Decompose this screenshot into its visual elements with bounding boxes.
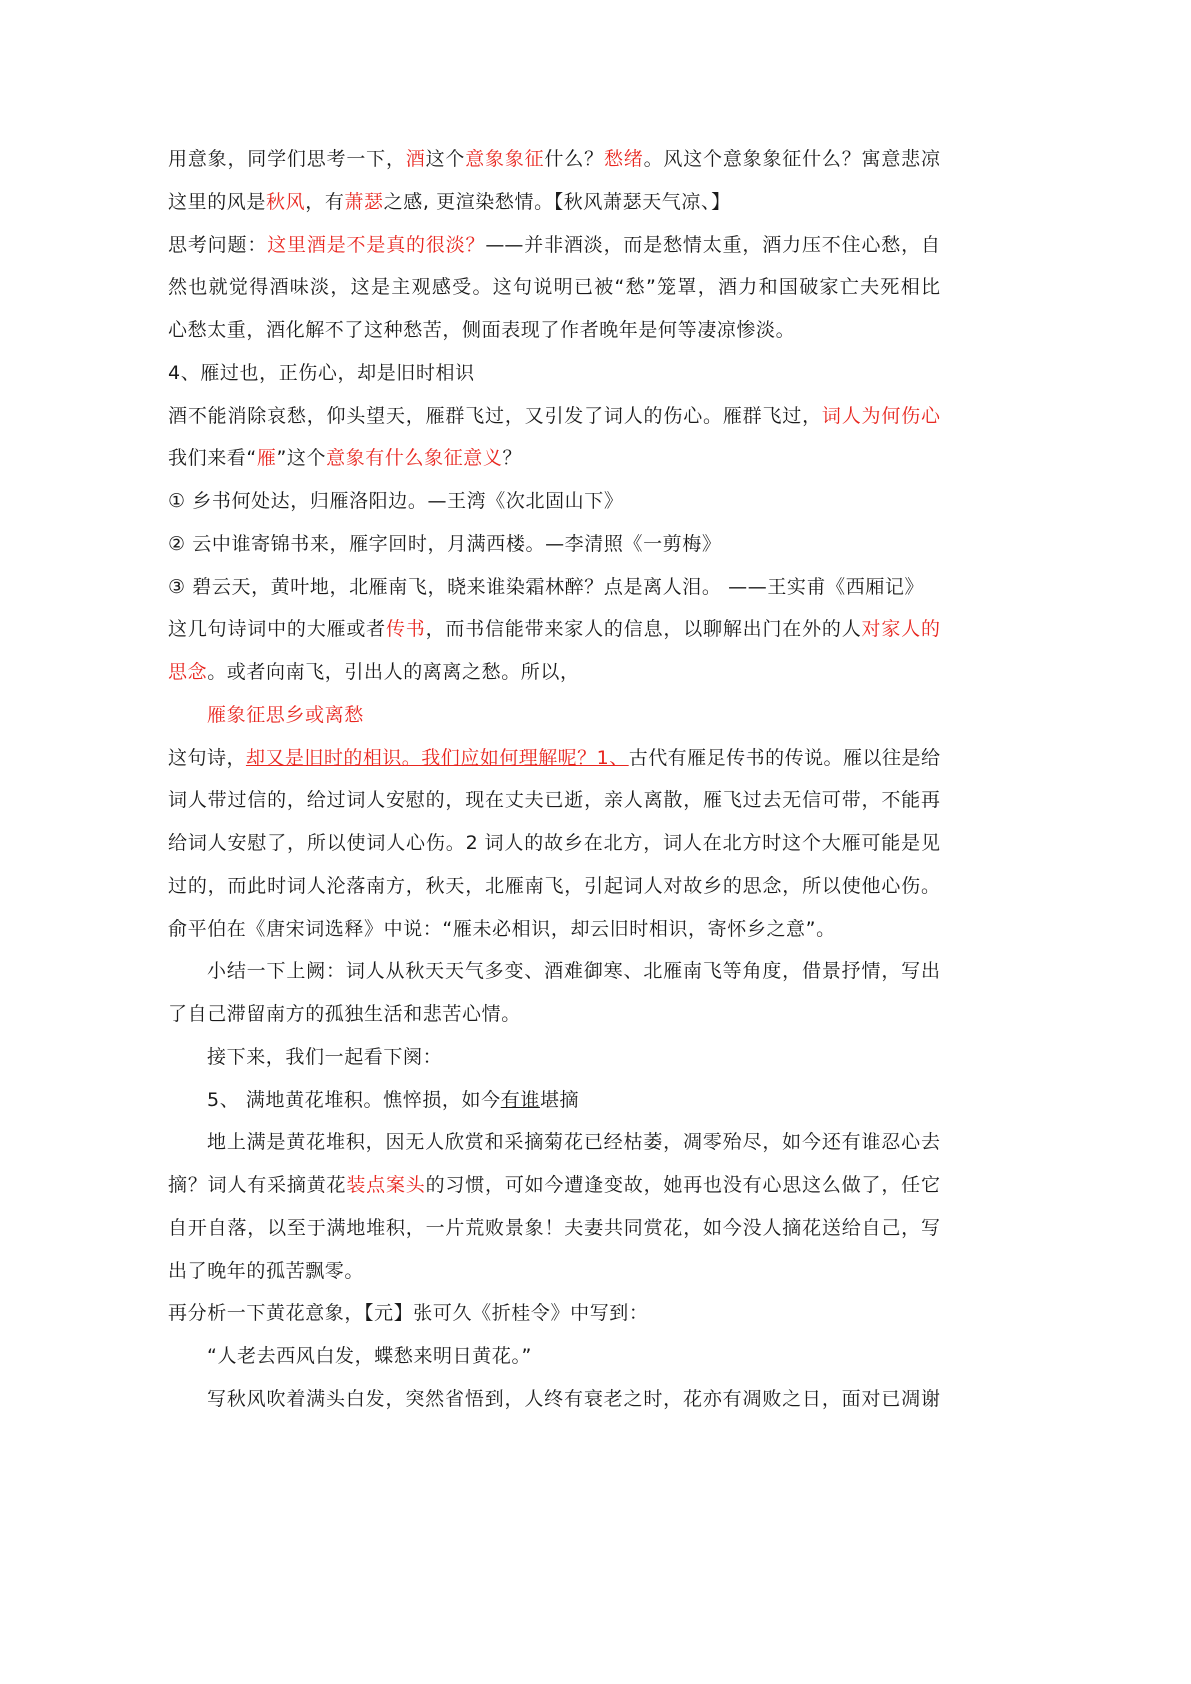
summary-line xyxy=(207,950,940,993)
body-text-line xyxy=(168,865,940,908)
body-text-line xyxy=(168,822,940,865)
text-run: 思考问题： xyxy=(168,234,268,256)
text-run: 的习惯，可如今遭逢变故，她再也没有心思这么做了，任它 xyxy=(425,1174,940,1196)
text-run: 这句诗， xyxy=(168,747,246,769)
highlighted-phrase: 却又是旧时的相识。我们应如何理解呢？1、 xyxy=(245,747,629,769)
text-run: 。或者向南飞，引出人的离离之愁。所以， xyxy=(207,661,580,683)
body-text-line xyxy=(168,437,940,480)
body-text-line xyxy=(168,737,940,780)
underlined-phrase: 有谁 xyxy=(500,1089,540,1111)
body-text-line xyxy=(168,309,940,352)
text-run: 小结一下上阙：词人从秋天天气多变、酒难御寒、北雁南飞等角度，借景抒情，写出 xyxy=(207,960,940,982)
text-run: 过的，而此时词人沦落南方，秋天，北雁南飞，引起词人对故乡的思念，所以使他心伤。 xyxy=(168,875,940,897)
text-run: 给词人安慰了，所以使词人心伤。2 词人的故乡在北方，词人在北方时这个大雁可能是见 xyxy=(168,832,940,854)
text-run: 5、 满地黄花堆积。憔悴损，如今 xyxy=(207,1089,501,1111)
text-run: ——并非酒淡，而是愁情太重，酒力压不住心愁，自 xyxy=(485,234,940,256)
text-run: 这个 xyxy=(425,148,466,170)
text-run: ，有 xyxy=(305,191,345,213)
section-heading xyxy=(168,352,940,395)
section-heading xyxy=(207,1079,940,1122)
body-text-line xyxy=(168,1250,940,1293)
text-run: 俞平伯在《唐宋词选释》中说：“雁未必相识，却云旧时相识，寄怀乡之意”。 xyxy=(168,918,836,940)
highlighted-phrase: 萧瑟 xyxy=(344,191,384,213)
quote-item xyxy=(207,1335,940,1378)
body-text-line xyxy=(207,1121,940,1164)
text-run: 写秋风吹着满头白发，突然省悟到，人终有衰老之时，花亦有凋败之日，面对已凋谢 xyxy=(207,1388,940,1410)
highlighted-phrase: 对家人的 xyxy=(861,618,940,640)
body-text-line xyxy=(168,395,940,438)
body-text-line xyxy=(168,608,940,651)
text-run: 用意象，同学们思考一下， xyxy=(168,148,406,170)
highlighted-phrase: 传书 xyxy=(385,618,426,640)
body-text-line xyxy=(168,1292,940,1335)
body-text-line xyxy=(168,1207,940,1250)
body-text-line xyxy=(168,138,940,181)
text-run: 心愁太重，酒化解不了这种愁苦，侧面表现了作者晚年是何等凄凉惨淡。 xyxy=(168,319,796,341)
text-run: 接下来，我们一起看下阕： xyxy=(207,1046,443,1068)
body-text-line xyxy=(168,181,940,224)
transition-line xyxy=(207,1036,940,1079)
text-run: 之感, 更渲染愁情。【秋风萧瑟天气凉、】 xyxy=(383,191,731,213)
text-run: ③ 碧云天，黄叶地，北雁南飞，晓来谁染霜林醉？点是离人泪。 ——王实甫《西厢记》 xyxy=(168,576,925,598)
highlighted-phrase: 这里酒是不是真的很淡？ xyxy=(267,234,486,256)
highlighted-phrase: 意象有什么象征意义 xyxy=(326,447,503,469)
text-run: ”这个 xyxy=(276,447,327,469)
body-text-line xyxy=(168,266,940,309)
highlighted-phrase: 雁 xyxy=(256,447,277,469)
key-point-line xyxy=(207,694,940,737)
highlighted-phrase: 雁象征思乡或离愁 xyxy=(207,704,364,726)
highlighted-phrase: 词人为何伤心 xyxy=(821,405,940,427)
text-run: 了自己滞留南方的孤独生活和悲苦心情。 xyxy=(168,1003,521,1025)
text-run: 我们来看“ xyxy=(168,447,257,469)
body-text-line xyxy=(207,1378,940,1421)
text-run: “人老去西风白发，蝶愁来明日黄花。” xyxy=(207,1345,532,1367)
text-run: ② 云中谁寄锦书来，雁字回时，月满西楼。—李清照《一剪梅》 xyxy=(168,533,722,555)
highlighted-phrase: 意象象征 xyxy=(465,148,545,170)
body-text-line xyxy=(168,779,940,822)
text-run: 4、雁过也，正伤心，却是旧时相识 xyxy=(168,362,475,384)
text-run: 词人带过信的，给过词人安慰的，现在丈夫已逝，亲人离散，雁飞过去无信可带，不能再 xyxy=(168,789,940,811)
text-run: 摘？词人有采摘黄花 xyxy=(168,1174,347,1196)
quote-item xyxy=(168,566,940,609)
text-run: 然也就觉得酒味淡，这是主观感受。这句说明已被“愁”笼罩，酒力和国破家亡夫死相比 xyxy=(168,276,940,298)
body-text-line xyxy=(168,908,940,951)
text-run: 。风这个意象象征什么？寓意悲凉 xyxy=(643,148,940,170)
highlighted-phrase: 愁绪 xyxy=(603,148,644,170)
quote-item xyxy=(168,480,940,523)
text-run: ，而书信能带来家人的信息，以聊解出门在外的人 xyxy=(425,618,862,640)
text-run: ① 乡书何处达，归雁洛阳边。—王湾《次北固山下》 xyxy=(168,490,624,512)
text-run: 出了晚年的孤苦飘零。 xyxy=(168,1260,365,1282)
body-text-line xyxy=(168,651,940,694)
highlighted-phrase: 酒 xyxy=(405,148,426,170)
text-run: 堪摘 xyxy=(539,1089,580,1111)
summary-line xyxy=(168,993,940,1036)
text-run: 这里的风是 xyxy=(168,191,267,213)
text-run: 自开自落，以至于满地堆积，一片荒败景象！夫妻共同赏花，如今没人摘花送给自己，写 xyxy=(168,1217,940,1239)
quote-item xyxy=(168,523,940,566)
text-run: 什么？ xyxy=(544,148,604,170)
text-run: 酒不能消除哀愁，仰头望天，雁群飞过，又引发了词人的伤心。雁群飞过， xyxy=(168,405,822,427)
text-run: 这几句诗词中的大雁或者 xyxy=(168,618,386,640)
text-run: 再分析一下黄花意象，【元】张可久《折桂令》中写到： xyxy=(168,1302,649,1324)
text-run: ？ xyxy=(502,447,523,469)
question-line xyxy=(168,224,940,267)
highlighted-phrase: 思念 xyxy=(168,661,208,683)
text-run: 地上满是黄花堆积，因无人欣赏和采摘菊花已经枯萎，凋零殆尽，如今还有谁忍心去 xyxy=(207,1131,940,1153)
highlighted-phrase: 装点案头 xyxy=(346,1174,426,1196)
text-run: 古代有雁足传书的传说。雁以往是给 xyxy=(628,747,940,769)
highlighted-phrase: 秋风 xyxy=(266,191,306,213)
body-text-line xyxy=(168,1164,940,1207)
